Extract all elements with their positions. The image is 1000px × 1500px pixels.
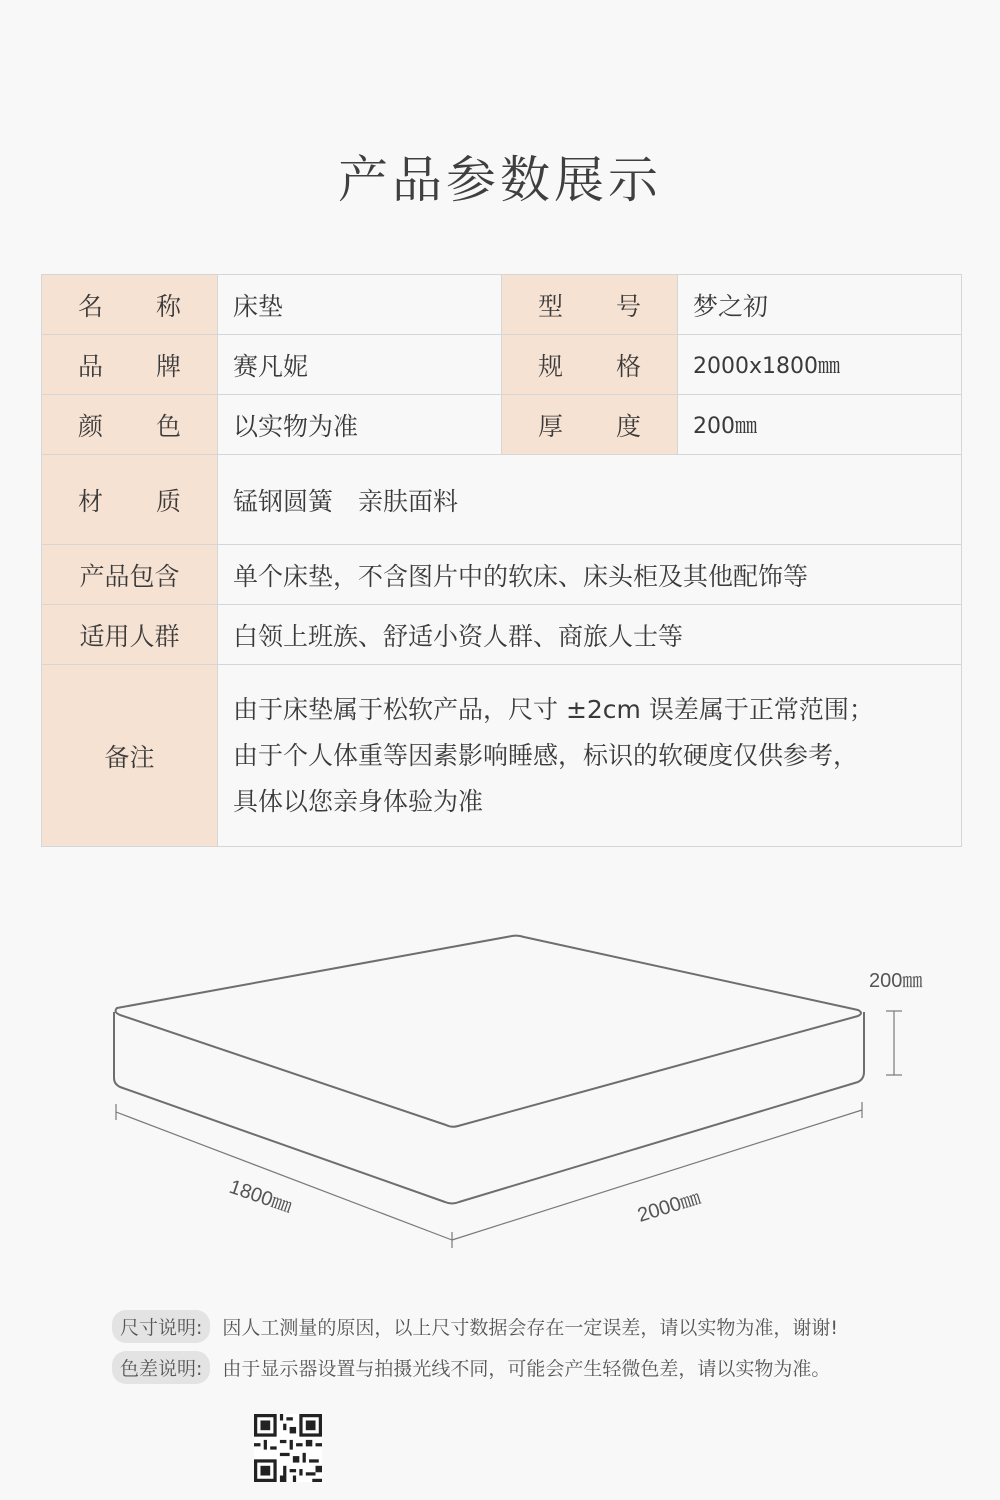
mattress-top xyxy=(116,936,861,1127)
color-note xyxy=(112,1351,912,1384)
table-row xyxy=(42,455,962,545)
table-row xyxy=(42,545,962,605)
height-label: 200㎜ xyxy=(869,970,923,992)
includes-label: 产品包含 xyxy=(42,545,218,605)
color-note-text: 由于显示器设置与拍摄光线不同，可能会产生轻微色差，请以实物为准。 xyxy=(222,1358,831,1380)
table-row xyxy=(42,275,962,335)
spec-table xyxy=(41,274,962,847)
size-note-tag: 尺寸说明: xyxy=(112,1310,210,1343)
page-title: 产品参数展示 xyxy=(338,151,662,209)
table-row xyxy=(42,335,962,395)
brand-label: 品 牌 xyxy=(42,335,218,395)
length-label: 2000㎜ xyxy=(635,1186,704,1227)
size-label: 规 格 xyxy=(502,335,678,395)
remark-line: 由于床垫属于松软产品，尺寸 ±2cm 误差属于正常范围； xyxy=(233,694,874,724)
mattress-diagram xyxy=(0,900,1000,1260)
table-row xyxy=(42,395,962,455)
model-label: 型 号 xyxy=(502,275,678,335)
width-label: 1800㎜ xyxy=(226,1175,295,1218)
width-dim-line xyxy=(116,1112,452,1240)
size-note xyxy=(112,1310,912,1343)
color-value: 以实物为准 xyxy=(218,395,502,455)
size-note-text: 因人工测量的原因，以上尺寸数据会存在一定误差，请以实物为准，谢谢! xyxy=(222,1317,839,1339)
thickness-label: 厚 度 xyxy=(502,395,678,455)
remark-label: 备注 xyxy=(42,665,218,847)
mattress-sides xyxy=(114,1012,864,1204)
table-row xyxy=(42,605,962,665)
remark-line: 由于个人体重等因素影响睡感，标识的软硬度仅供参考， xyxy=(233,740,859,770)
thickness-value: 200㎜ xyxy=(678,395,962,455)
name-label: 名 称 xyxy=(42,275,218,335)
table-row xyxy=(42,665,962,847)
size-value: 2000x1800㎜ xyxy=(678,335,962,395)
remark-value xyxy=(218,665,962,847)
brand-value: 赛凡妮 xyxy=(218,335,502,395)
color-label: 颜 色 xyxy=(42,395,218,455)
model-value: 梦之初 xyxy=(678,275,962,335)
includes-value: 单个床垫，不含图片中的软床、床头柜及其他配饰等 xyxy=(218,545,962,605)
name-value: 床垫 xyxy=(218,275,502,335)
remark-line: 具体以您亲身体验为准 xyxy=(233,786,484,816)
color-note-tag: 色差说明: xyxy=(112,1351,210,1384)
material-label: 材 质 xyxy=(42,455,218,545)
material-value: 锰钢圆簧 亲肤面料 xyxy=(218,455,962,545)
audience-label: 适用人群 xyxy=(42,605,218,665)
audience-value: 白领上班族、舒适小资人群、商旅人士等 xyxy=(218,605,962,665)
qr-code-icon xyxy=(254,1414,322,1482)
